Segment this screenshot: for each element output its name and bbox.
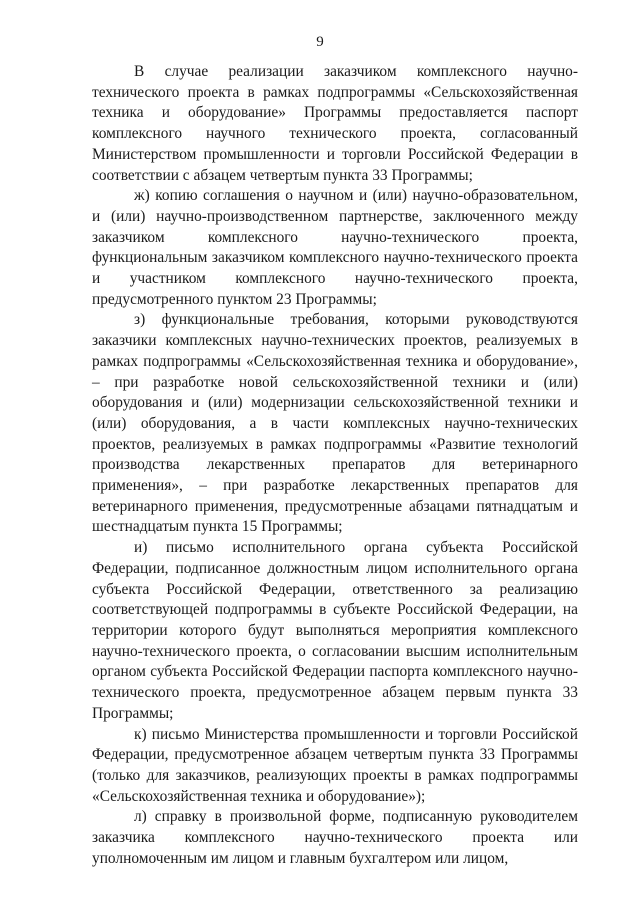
paragraph-item-i: и) письмо исполнительного органа субъекта Российской Федерации, подписанное должностным лицом исполнительного органа субъекта Российской Федерации, ответственного за реализацию соответствующей подпрограммы в субъекте Российской Федерации, на территории которого будут выполняться мероприятия комплексного научно-технического проекта, о согласовании высшим исполнительным органом субъекта Российской Федерации паспорта комплексного научно-технического проекта, предусмотренное абзацем первым пункта 33 Программы; <box>92 539 578 722</box>
paragraph-item-zh: ж) копию соглашения о научном и (или) научно-образовательном, и (или) научно-производственном партнерстве, заключенного между заказчиком комплексного научно-технического проекта, функциональным заказчиком комплексного научно-технического проекта и участником комплексного научно-технического проекта, предусмотренного пунктом 23 Программы; <box>92 187 578 308</box>
paragraph-item-k: к) письмо Министерства промышленности и торговли Российской Федерации, предусмотренное абзацем четвертым пункта 33 Программы (только для заказчиков, реализующих проекты в рамках подпрограммы «Сельскохозяйственная техника и оборудование»); <box>92 725 578 805</box>
paragraph-intro: В случае реализации заказчиком комплексного научно-технического проекта в рамках подпрограммы «Сельскохозяйственная техника и оборудование» Программы предоставляется паспорт комплексного научного технического проекта, согласованный Министерством промышленности и торговли Российской Федерации в соответствии с абзацем четвертым пункта 33 Программы; <box>92 63 578 184</box>
paragraph-item-z: з) функциональные требования, которыми руководствуются заказчики комплексных научно-технических проектов, реализуемых в рамках подпрограммы «Сельскохозяйственная техника и оборудование», – при разработке новой сельскохозяйственной техники и (или) оборудования и (или) модернизации сельскохозяйственной техники и (или) оборудования, а в части комплексных научно-технических проектов, реализуемых в рамках подпрограммы «Развитие технологий производства лекарственных препаратов для ветеринарного применения», – при разработке лекарственных препаратов для ветеринарного применения, предусмотренные абзацами пятнадцатым и шестнадцатым пункта 15 Программы; <box>92 311 578 536</box>
paragraph-item-l: л) справку в произвольной форме, подписанную руководителем заказчика комплексного научно-технического проекта или уполномоченным им лицом и главным бухгалтером или лицом, <box>92 808 578 867</box>
document-body <box>92 62 578 869</box>
page-number: 9 <box>316 34 324 50</box>
